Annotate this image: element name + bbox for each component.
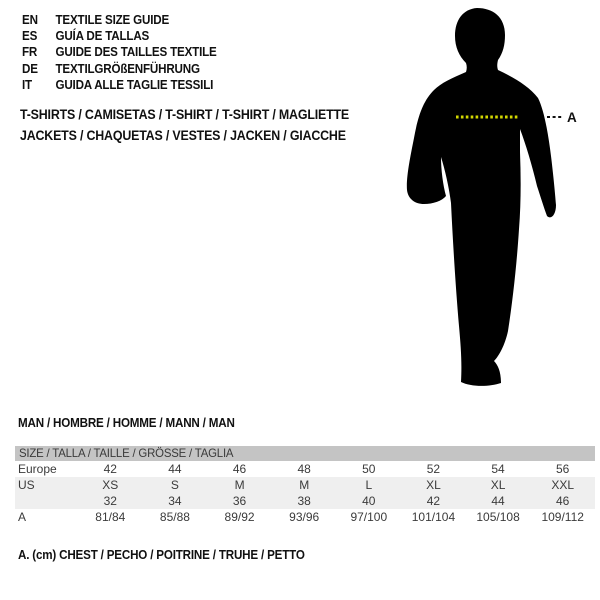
size-cell: 48 <box>297 462 311 476</box>
size-cell: 44 <box>491 494 505 508</box>
size-cell: 101/104 <box>411 510 456 524</box>
category-list <box>20 105 378 146</box>
row-label <box>15 493 78 509</box>
size-cell: 34 <box>168 494 182 508</box>
size-cell: 81/84 <box>95 510 126 524</box>
size-cell: 85/88 <box>159 510 190 524</box>
size-cell: 52 <box>426 462 441 476</box>
language-code: FR <box>22 45 38 60</box>
size-cell: 36 <box>232 494 247 508</box>
row-label: US <box>18 478 35 492</box>
size-cell: 38 <box>297 494 311 508</box>
language-row <box>22 28 217 44</box>
size-cell: M <box>234 478 245 492</box>
language-code: DE <box>22 61 38 76</box>
language-row <box>22 77 217 93</box>
language-code: EN <box>22 13 38 27</box>
language-label: GUIDE DES TAILLES TEXTILE <box>55 45 217 60</box>
size-cell: 32 <box>103 494 117 508</box>
measure-label-a: A <box>567 110 577 125</box>
table-row-europe <box>15 461 595 477</box>
language-label: TEXTILGRÖßENFÜHRUNG <box>55 61 200 76</box>
size-cell: 50 <box>362 462 376 476</box>
language-title-list <box>22 12 231 93</box>
language-row <box>22 44 217 60</box>
table-row-chest-a <box>15 509 595 525</box>
language-row <box>22 12 217 28</box>
size-cell: 42 <box>103 462 117 476</box>
size-table-header <box>15 446 595 461</box>
size-cell: L <box>365 478 373 492</box>
size-cell: 46 <box>232 462 247 476</box>
size-cell: XS <box>102 478 119 492</box>
size-cell: 89/92 <box>224 510 255 524</box>
size-cell: XL <box>426 478 441 492</box>
table-row-us-numeric <box>15 493 595 509</box>
size-cell: 105/108 <box>476 510 520 524</box>
size-cell: 93/96 <box>289 510 320 524</box>
size-cell: S <box>170 478 179 492</box>
size-cell: XXL <box>551 478 575 492</box>
row-label: Europe <box>18 462 57 476</box>
size-cell: 44 <box>168 462 182 476</box>
size-cell: 42 <box>426 494 441 508</box>
language-code: ES <box>22 29 38 44</box>
category-line-tshirts: T-SHIRTS / CAMISETAS / T-SHIRT / T-SHIRT / MAGLIETTE <box>20 107 350 122</box>
size-cell: 40 <box>362 494 376 508</box>
language-label: GUIDA ALLE TAGLIE TESSILI <box>55 77 214 92</box>
size-table-header-label: SIZE / TALLA / TAILLE / GRÖSSE / TAGLIA <box>19 446 234 460</box>
row-label: A <box>18 510 27 524</box>
size-cell: XL <box>490 478 506 492</box>
language-label: GUÍA DE TALLAS <box>55 29 150 44</box>
size-cell: M <box>299 478 310 492</box>
table-row-us-letter <box>15 477 595 493</box>
size-cell: 46 <box>556 494 570 508</box>
language-label: TEXTILE SIZE GUIDE <box>55 13 170 27</box>
language-row <box>22 61 217 77</box>
size-cell: 56 <box>556 462 570 476</box>
man-silhouette <box>407 8 556 386</box>
section-title: MAN / HOMBRE / HOMME / MANN / MAN <box>18 416 235 430</box>
measurement-footnote: A. (cm) CHEST / PECHO / POITRINE / TRUHE / PETTO <box>18 548 305 562</box>
language-code: IT <box>22 77 32 92</box>
size-cell: 109/112 <box>541 510 584 524</box>
category-line-jackets: JACKETS / CHAQUETAS / VESTES / JACKEN / GIACCHE <box>20 127 346 143</box>
size-cell: 97/100 <box>350 510 388 524</box>
size-cell: 54 <box>491 462 505 476</box>
size-table <box>15 446 595 525</box>
